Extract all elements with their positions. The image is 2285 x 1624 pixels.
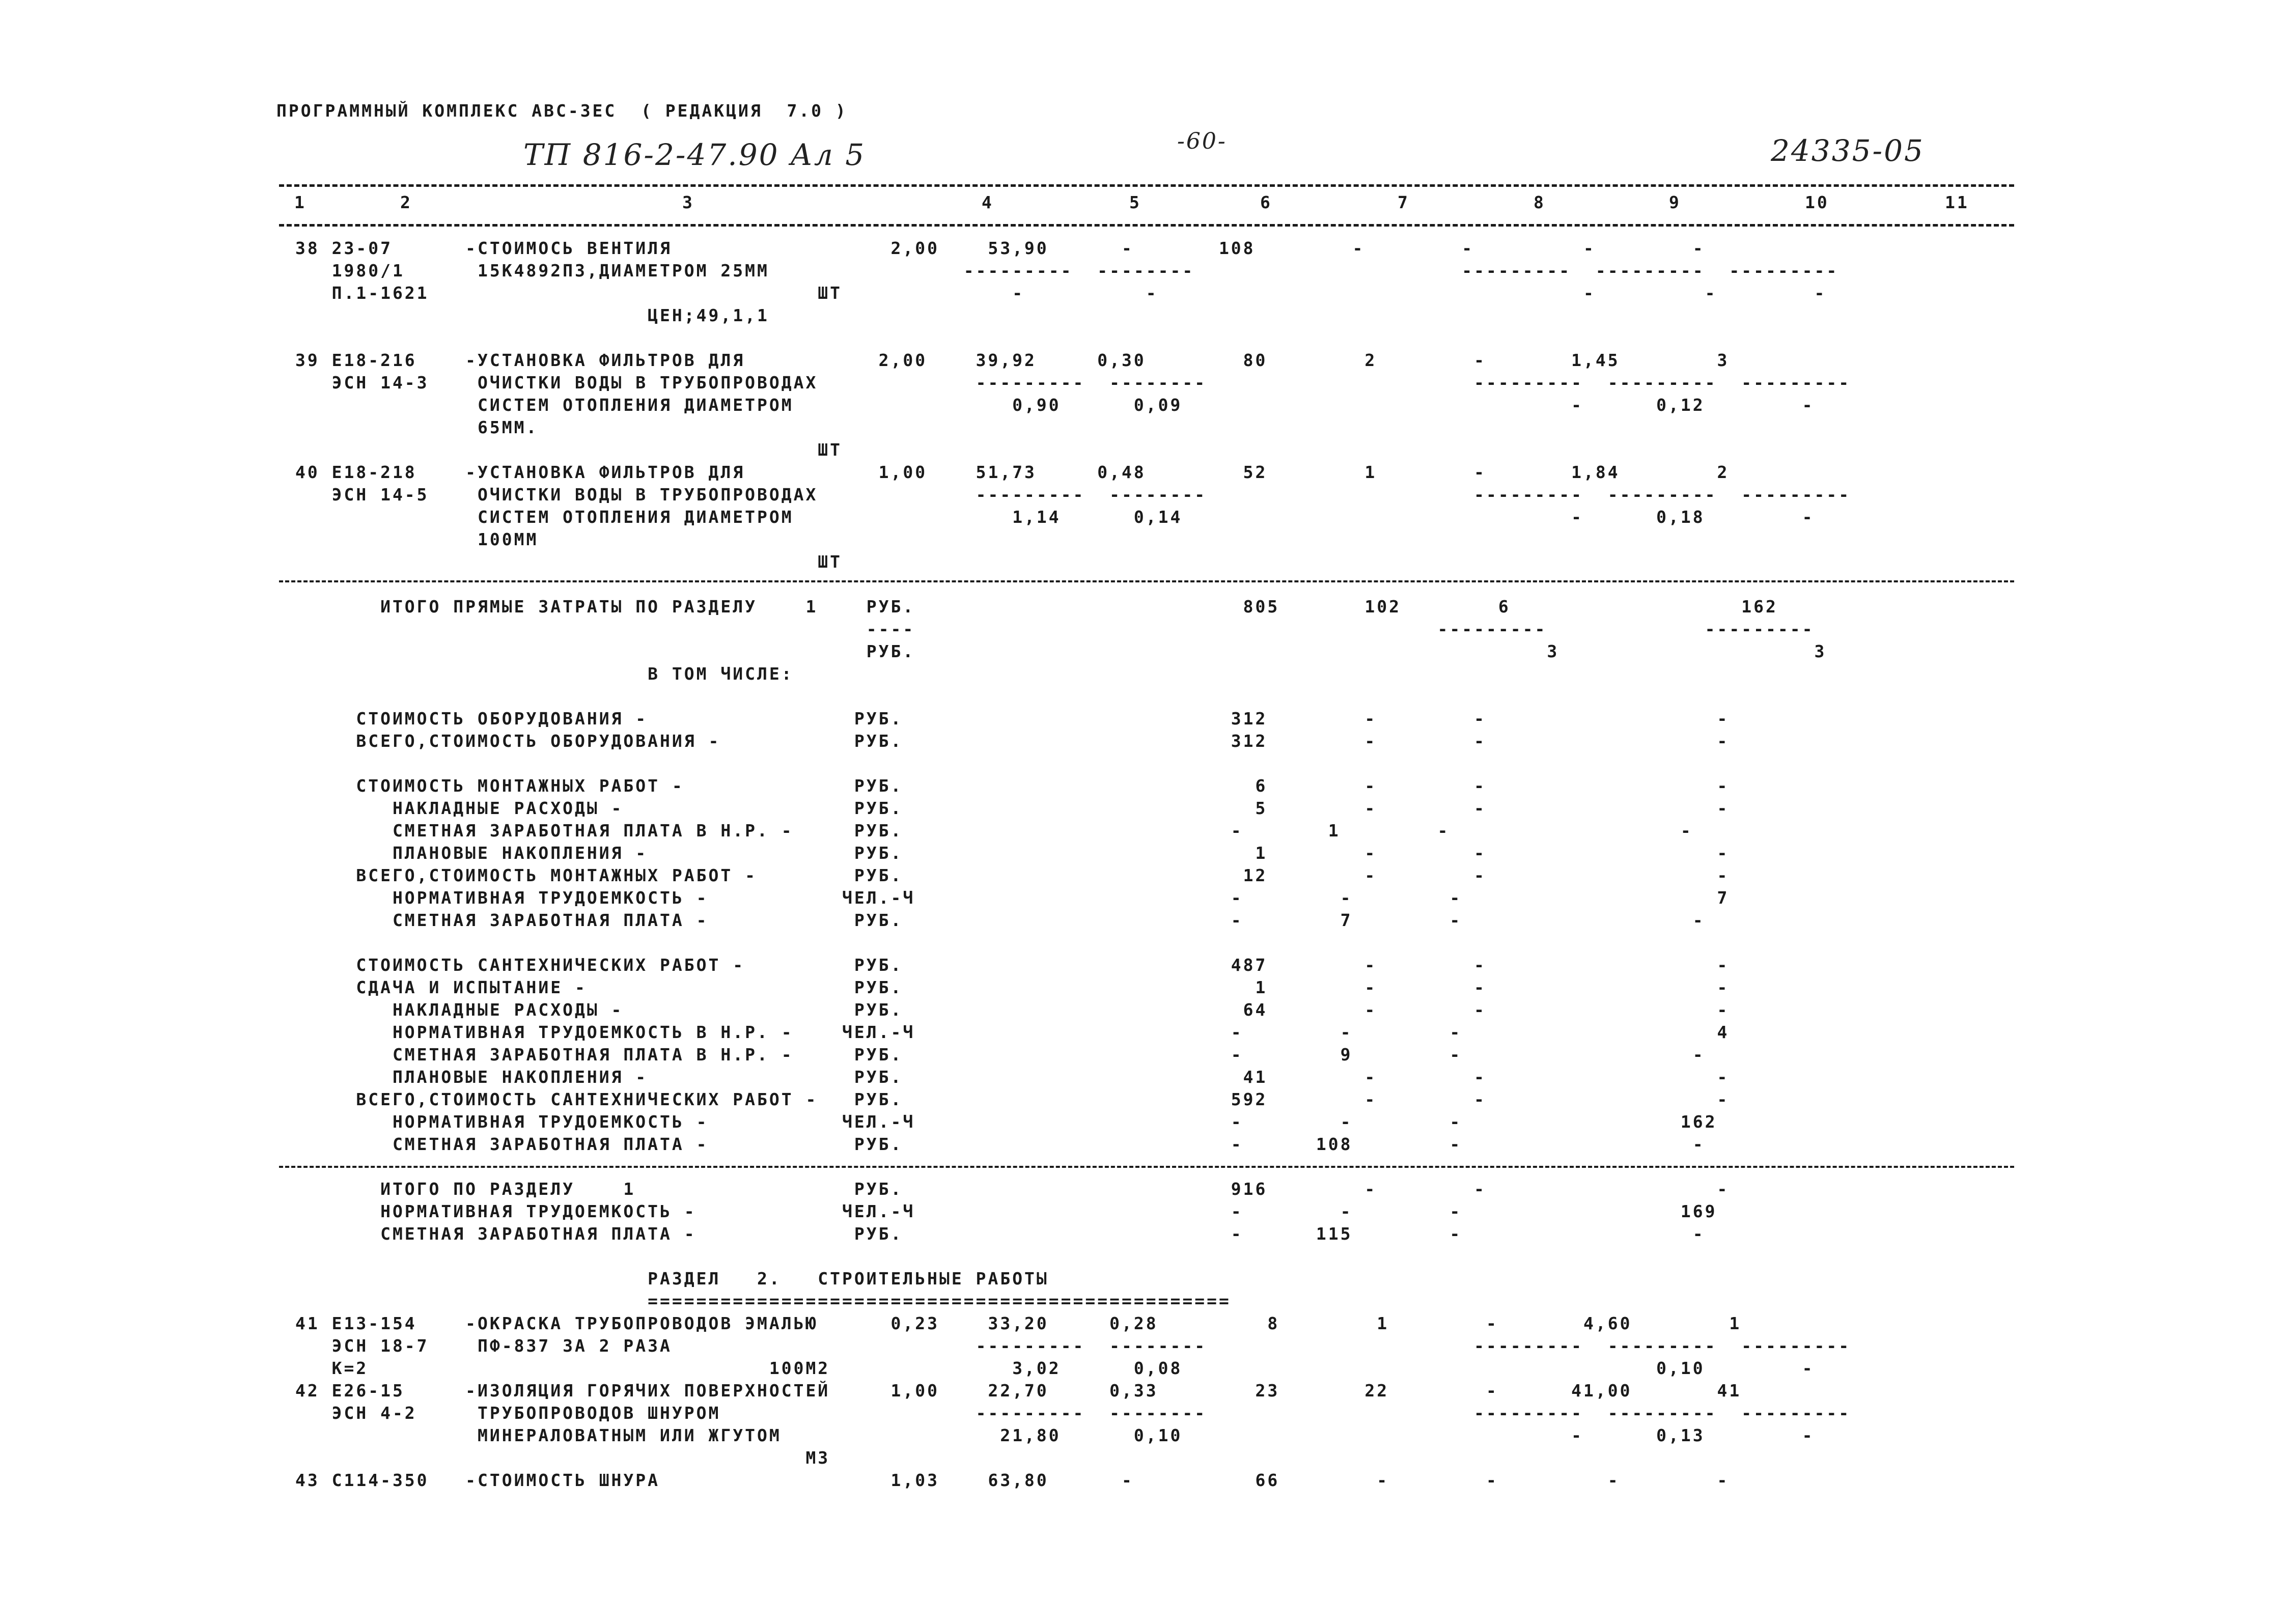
- estimate-line: СМЕТНАЯ ЗАРАБОТНАЯ ПЛАТА - РУБ. - 108 - -: [295, 1134, 1705, 1154]
- table-top-rule: [279, 184, 2014, 187]
- totals-separator-rule: [279, 580, 2014, 582]
- estimate-line: СМЕТНАЯ ЗАРАБОТНАЯ ПЛАТА В Н.Р. - РУБ. - 9 - -: [295, 1045, 1705, 1065]
- estimate-line: ИТОГО ПРЯМЫЕ ЗАТРАТЫ ПО РАЗДЕЛУ 1 РУБ. 805 102 6 162: [295, 597, 1778, 617]
- column-number: 4: [982, 192, 994, 212]
- column-number: 2: [400, 192, 412, 212]
- estimate-line: СМЕТНАЯ ЗАРАБОТНАЯ ПЛАТА - РУБ. - 115 - -: [295, 1224, 1705, 1244]
- estimate-line: НОРМАТИВНАЯ ТРУДОЕМКОСТЬ - ЧЕЛ.-Ч - - - 162: [295, 1112, 1717, 1132]
- estimate-line: СДАЧА И ИСПЫТАНИЕ - РУБ. 1 - - -: [295, 977, 1730, 997]
- estimate-line: ПЛАНОВЫЕ НАКОПЛЕНИЯ - РУБ. 41 - - -: [295, 1067, 1730, 1087]
- estimate-line: ВСЕГО,СТОИМОСТЬ ОБОРУДОВАНИЯ - РУБ. 312 - - -: [295, 731, 1730, 751]
- estimate-line: СМЕТНАЯ ЗАРАБОТНАЯ ПЛАТА - РУБ. - 7 - -: [295, 910, 1705, 930]
- estimate-line: ================================================: [295, 1291, 1231, 1311]
- estimate-line: ШТ: [295, 552, 843, 572]
- estimate-line: МИНЕРАЛОВАТНЫМ ИЛИ ЖГУТОМ 21,80 0,10 - 0,13 -: [295, 1425, 1815, 1445]
- estimate-line: 40 Е18-218 -УСТАНОВКА ФИЛЬТРОВ ДЛЯ 1,00 51,73 0,48 52 1 - 1,84 2: [295, 462, 1730, 482]
- estimate-line: 1980/1 15К4892П3,ДИАМЕТРОМ 25ММ --------- -------- --------- --------- ---------: [295, 261, 1839, 281]
- estimate-line: М3: [295, 1448, 830, 1468]
- estimate-line: В ТОМ ЧИСЛЕ:: [295, 664, 794, 684]
- estimate-line: СТОИМОСТЬ МОНТАЖНЫХ РАБОТ - РУБ. 6 - - -: [295, 776, 1730, 796]
- estimate-line: 41 Е13-154 -ОКРАСКА ТРУБОПРОВОДОВ ЭМАЛЬЮ 0,23 33,20 0,28 8 1 - 4,60 1: [295, 1313, 1742, 1333]
- estimate-line: 100ММ: [295, 529, 539, 549]
- column-number: 3: [682, 192, 694, 212]
- estimate-line: НОРМАТИВНАЯ ТРУДОЕМКОСТЬ - ЧЕЛ.-Ч - - - 7: [295, 888, 1730, 908]
- column-number: 6: [1260, 192, 1272, 212]
- project-code-handwritten: ТП 816-2-47.90 Ал 5: [523, 137, 866, 172]
- estimate-line: 42 Е26-15 -ИЗОЛЯЦИЯ ГОРЯЧИХ ПОВЕРХНОСТЕЙ 1,00 22,70 0,33 23 22 - 41,00 41: [295, 1381, 1742, 1401]
- estimate-line: 43 С114-350 -СТОИМОСТЬ ШНУРА 1,03 63,80 - 66 - - - -: [295, 1470, 1730, 1490]
- estimate-line: ПЛАНОВЫЕ НАКОПЛЕНИЯ - РУБ. 1 - - -: [295, 843, 1730, 863]
- estimate-line: 38 23-07 -СТОИМОСЬ ВЕНТИЛЯ 2,00 53,90 - 108 - - - -: [295, 238, 1705, 258]
- estimate-line: НОРМАТИВНАЯ ТРУДОЕМКОСТЬ В Н.Р. - ЧЕЛ.-Ч - - - 4: [295, 1022, 1730, 1042]
- estimate-line: ЭСН 14-5 ОЧИСТКИ ВОДЫ В ТРУБОПРОВОДАХ --------- -------- --------- --------- ---------: [295, 485, 1851, 505]
- estimate-line: СТОИМОСТЬ ОБОРУДОВАНИЯ - РУБ. 312 - - -: [295, 709, 1730, 729]
- program-header: ПРОГРАММНЫЙ КОМПЛЕКС АВС-3ЕС ( РЕДАКЦИЯ 7.0 ): [276, 101, 848, 121]
- column-number: 8: [1534, 192, 1546, 212]
- estimate-line: ИТОГО ПО РАЗДЕЛУ 1 РУБ. 916 - - -: [295, 1179, 1730, 1199]
- estimate-line: ВСЕГО,СТОИМОСТЬ МОНТАЖНЫХ РАБОТ - РУБ. 12 - - -: [295, 865, 1730, 885]
- estimate-line: ---- --------- ---------: [295, 619, 1815, 639]
- estimate-line: РАЗДЕЛ 2. СТРОИТЕЛЬНЫЕ РАБОТЫ: [295, 1269, 1049, 1289]
- section-total-rule: [279, 1166, 2014, 1168]
- column-number: 9: [1669, 192, 1681, 212]
- estimate-line: ШТ: [295, 440, 843, 460]
- estimate-line: СИСТЕМ ОТОПЛЕНИЯ ДИАМЕТРОМ 0,90 0,09 - 0,12 -: [295, 395, 1815, 415]
- column-number: 11: [1945, 192, 1969, 212]
- estimate-line: РУБ. 3 3: [295, 641, 1827, 661]
- estimate-line: НАКЛАДНЫЕ РАСХОДЫ - РУБ. 64 - - -: [295, 1000, 1730, 1020]
- estimate-line: К=2 100М2 3,02 0,08 0,10 -: [295, 1358, 1815, 1378]
- estimate-line: 39 Е18-216 -УСТАНОВКА ФИЛЬТРОВ ДЛЯ 2,00 39,92 0,30 80 2 - 1,45 3: [295, 350, 1730, 370]
- estimate-line: ЭСН 4-2 ТРУБОПРОВОДОВ ШНУРОМ --------- -------- --------- --------- ---------: [295, 1403, 1851, 1423]
- estimate-line: НОРМАТИВНАЯ ТРУДОЕМКОСТЬ - ЧЕЛ.-Ч - - - 169: [295, 1201, 1717, 1221]
- column-number: 5: [1129, 192, 1141, 212]
- estimate-line: НАКЛАДНЫЕ РАСХОДЫ - РУБ. 5 - - -: [295, 798, 1730, 818]
- estimate-line: ЦЕН;49,1,1: [295, 305, 769, 325]
- estimate-line: П.1-1621 ШТ - - - - -: [295, 283, 1827, 303]
- estimate-line: СИСТЕМ ОТОПЛЕНИЯ ДИАМЕТРОМ 1,14 0,14 - 0,18 -: [295, 507, 1815, 527]
- column-number: 7: [1398, 192, 1410, 212]
- document-number-handwritten: 24335-05: [1771, 133, 1925, 168]
- column-number: 1: [294, 192, 306, 212]
- page-number: -60-: [1177, 128, 1227, 154]
- column-number: 10: [1805, 192, 1829, 212]
- header-bottom-rule: [279, 224, 2014, 227]
- estimate-line: СМЕТНАЯ ЗАРАБОТНАЯ ПЛАТА В Н.Р. - РУБ. - 1 - -: [295, 821, 1693, 841]
- estimate-line: 65ММ.: [295, 417, 539, 437]
- estimate-line: СТОИМОСТЬ САНТЕХНИЧЕСКИХ РАБОТ - РУБ. 487 - - -: [295, 955, 1730, 975]
- estimate-line: ВСЕГО,СТОИМОСТЬ САНТЕХНИЧЕСКИХ РАБОТ - РУБ. 592 - - -: [295, 1089, 1730, 1109]
- estimate-line: ЭСН 18-7 ПФ-837 ЗА 2 РАЗА --------- -------- --------- --------- ---------: [295, 1336, 1851, 1356]
- estimate-line: ЭСН 14-3 ОЧИСТКИ ВОДЫ В ТРУБОПРОВОДАХ --------- -------- --------- --------- ---------: [295, 373, 1851, 393]
